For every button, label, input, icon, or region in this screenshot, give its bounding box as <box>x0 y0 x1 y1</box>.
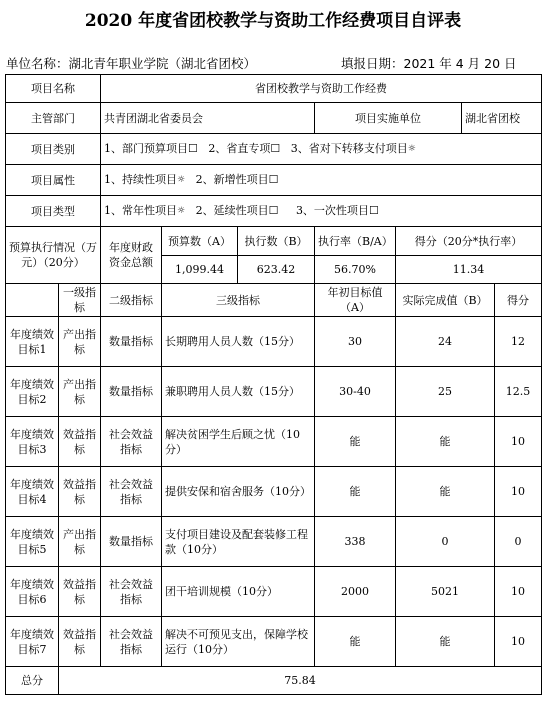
l3-cell: 长期聘用人员人数（15分） <box>162 317 315 367</box>
target-cell: 能 <box>315 467 396 517</box>
table-row <box>6 567 542 617</box>
evaluation-table <box>5 74 542 695</box>
actual-cell: 能 <box>396 617 495 667</box>
impl-unit-label: 项目实施单位 <box>315 103 462 134</box>
table-row <box>6 467 542 517</box>
selected-mark-icon: ☼ <box>407 143 416 154</box>
attr-label: 项目属性 <box>6 165 101 196</box>
category-options <box>101 134 542 165</box>
goal-cell: 年度绩效目标5 <box>6 517 59 567</box>
category-label: 项目类别 <box>6 134 101 165</box>
actual-cell: 能 <box>396 467 495 517</box>
row-indicator-headers <box>6 284 542 317</box>
actual-cell: 25 <box>396 367 495 417</box>
row-dept <box>6 103 542 134</box>
type-opt-3: 3、一次性项目 <box>295 204 369 218</box>
score-cell: 10 <box>495 567 542 617</box>
row-type <box>6 196 542 227</box>
header-blank <box>6 284 59 317</box>
actual-cell: 5021 <box>396 567 495 617</box>
goal-cell: 年度绩效目标7 <box>6 617 59 667</box>
row-budget-headers <box>6 227 542 256</box>
actual-header: 实际完成值（B） <box>396 284 495 317</box>
l2-cell: 社会效益指标 <box>101 567 162 617</box>
total-label: 总分 <box>6 667 59 695</box>
attr-options <box>101 165 542 196</box>
dept-value: 共青团湖北省委员会 <box>101 103 315 134</box>
row-total <box>6 667 542 695</box>
meta-line <box>6 54 542 72</box>
table-row <box>6 317 542 367</box>
table-row <box>6 517 542 567</box>
score-value: 11.34 <box>396 256 542 284</box>
score-cell: 10 <box>495 417 542 467</box>
category-opt-3: 3、省对下转移支付项目 <box>290 142 408 156</box>
table-row <box>6 417 542 467</box>
score-cell: 10 <box>495 617 542 667</box>
target-cell: 30-40 <box>315 367 396 417</box>
goal-cell: 年度绩效目标3 <box>6 417 59 467</box>
score-header: 得分（20分*执行率） <box>396 227 542 256</box>
category-opt-1: 1、部门预算项目 <box>104 142 188 156</box>
l2-cell: 社会效益指标 <box>101 467 162 517</box>
row-category <box>6 134 542 165</box>
row-attr <box>6 165 542 196</box>
target-cell: 338 <box>315 517 396 567</box>
l3-cell: 提供安保和宿舍服务（10分） <box>162 467 315 517</box>
type-label: 项目类型 <box>6 196 101 227</box>
actual-cell: 0 <box>396 517 495 567</box>
selected-mark-icon: ☼ <box>177 174 186 185</box>
goal-cell: 年度绩效目标2 <box>6 367 59 417</box>
l3-cell: 支付项目建设及配套装修工程款（10分） <box>162 517 315 567</box>
l2-cell: 数量指标 <box>101 317 162 367</box>
table-row <box>6 367 542 417</box>
table-row <box>6 617 542 667</box>
budget-value: 1,099.44 <box>162 256 238 284</box>
l3-cell: 团干培训规模（10分） <box>162 567 315 617</box>
exec-value: 623.42 <box>238 256 315 284</box>
category-opt-2: 2、省直专项 <box>208 142 271 156</box>
page-title: 2020 年度省团校教学与资助工作经费项目自评表 <box>84 11 462 31</box>
l1-cell: 效益指标 <box>59 617 101 667</box>
type-opt-1: 1、常年性项目 <box>104 204 177 218</box>
total-value: 75.84 <box>59 667 542 695</box>
target-cell: 能 <box>315 417 396 467</box>
goal-cell: 年度绩效目标1 <box>6 317 59 367</box>
l3-cell: 解决贫困学生后顾之忧（10分） <box>162 417 315 467</box>
l1-cell: 产出指标 <box>59 367 101 417</box>
actual-cell: 24 <box>396 317 495 367</box>
actual-cell: 能 <box>396 417 495 467</box>
l2-cell: 社会效益指标 <box>101 417 162 467</box>
l2-cell: 社会效益指标 <box>101 617 162 667</box>
attr-opt-2: 2、新增性项目 <box>195 173 269 187</box>
l1-cell: 产出指标 <box>59 317 101 367</box>
l2-header: 二级指标 <box>101 284 162 317</box>
target-cell: 能 <box>315 617 396 667</box>
rate-value: 56.70% <box>315 256 396 284</box>
rate-header: 执行率（B/A） <box>315 227 396 256</box>
selected-mark-icon: ☼ <box>177 205 186 216</box>
project-name-label: 项目名称 <box>6 75 101 103</box>
row-project-name <box>6 75 542 103</box>
goal-cell: 年度绩效目标4 <box>6 467 59 517</box>
budget-label: 预算执行情况（万元）（20分） <box>6 227 101 284</box>
checkbox-icon: ☐ <box>268 204 279 218</box>
unit-name: 单位名称：湖北青年职业学院（湖北省团校） <box>6 56 257 71</box>
l2-cell: 数量指标 <box>101 367 162 417</box>
goal-cell: 年度绩效目标6 <box>6 567 59 617</box>
l3-cell: 解决不可预见支出，保障学校运行（10分） <box>162 617 315 667</box>
target-cell: 30 <box>315 317 396 367</box>
score-cell: 0 <box>495 517 542 567</box>
l3-cell: 兼职聘用人员人数（15分） <box>162 367 315 417</box>
checkbox-icon: ☐ <box>270 142 281 156</box>
dept-label: 主管部门 <box>6 103 101 134</box>
budget-sub-label: 年度财政资金总额 <box>101 227 162 284</box>
score-col-header: 得分 <box>495 284 542 317</box>
project-name-value: 省团校教学与资助工作经费 <box>101 75 542 103</box>
target-header: 年初目标值（A） <box>315 284 396 317</box>
impl-unit-value: 湖北省团校 <box>462 103 542 134</box>
attr-opt-1: 1、持续性项目 <box>104 173 177 187</box>
l1-cell: 效益指标 <box>59 567 101 617</box>
exec-header: 执行数（B） <box>238 227 315 256</box>
target-cell: 2000 <box>315 567 396 617</box>
fill-date: 填报日期：2021 年 4 月 20 日 <box>341 56 517 71</box>
type-opt-2: 2、延续性项目 <box>195 204 269 218</box>
checkbox-icon: ☐ <box>268 173 279 187</box>
checkbox-icon: ☐ <box>368 204 379 218</box>
l1-cell: 产出指标 <box>59 517 101 567</box>
budget-header: 预算数（A） <box>162 227 238 256</box>
l1-cell: 效益指标 <box>59 417 101 467</box>
checkbox-icon: ☐ <box>188 142 198 156</box>
l3-header: 三级指标 <box>162 284 315 317</box>
l1-cell: 效益指标 <box>59 467 101 517</box>
score-cell: 12.5 <box>495 367 542 417</box>
type-options <box>101 196 542 227</box>
score-cell: 10 <box>495 467 542 517</box>
l1-header: 一级指标 <box>59 284 101 317</box>
score-cell: 12 <box>495 317 542 367</box>
l2-cell: 数量指标 <box>101 517 162 567</box>
